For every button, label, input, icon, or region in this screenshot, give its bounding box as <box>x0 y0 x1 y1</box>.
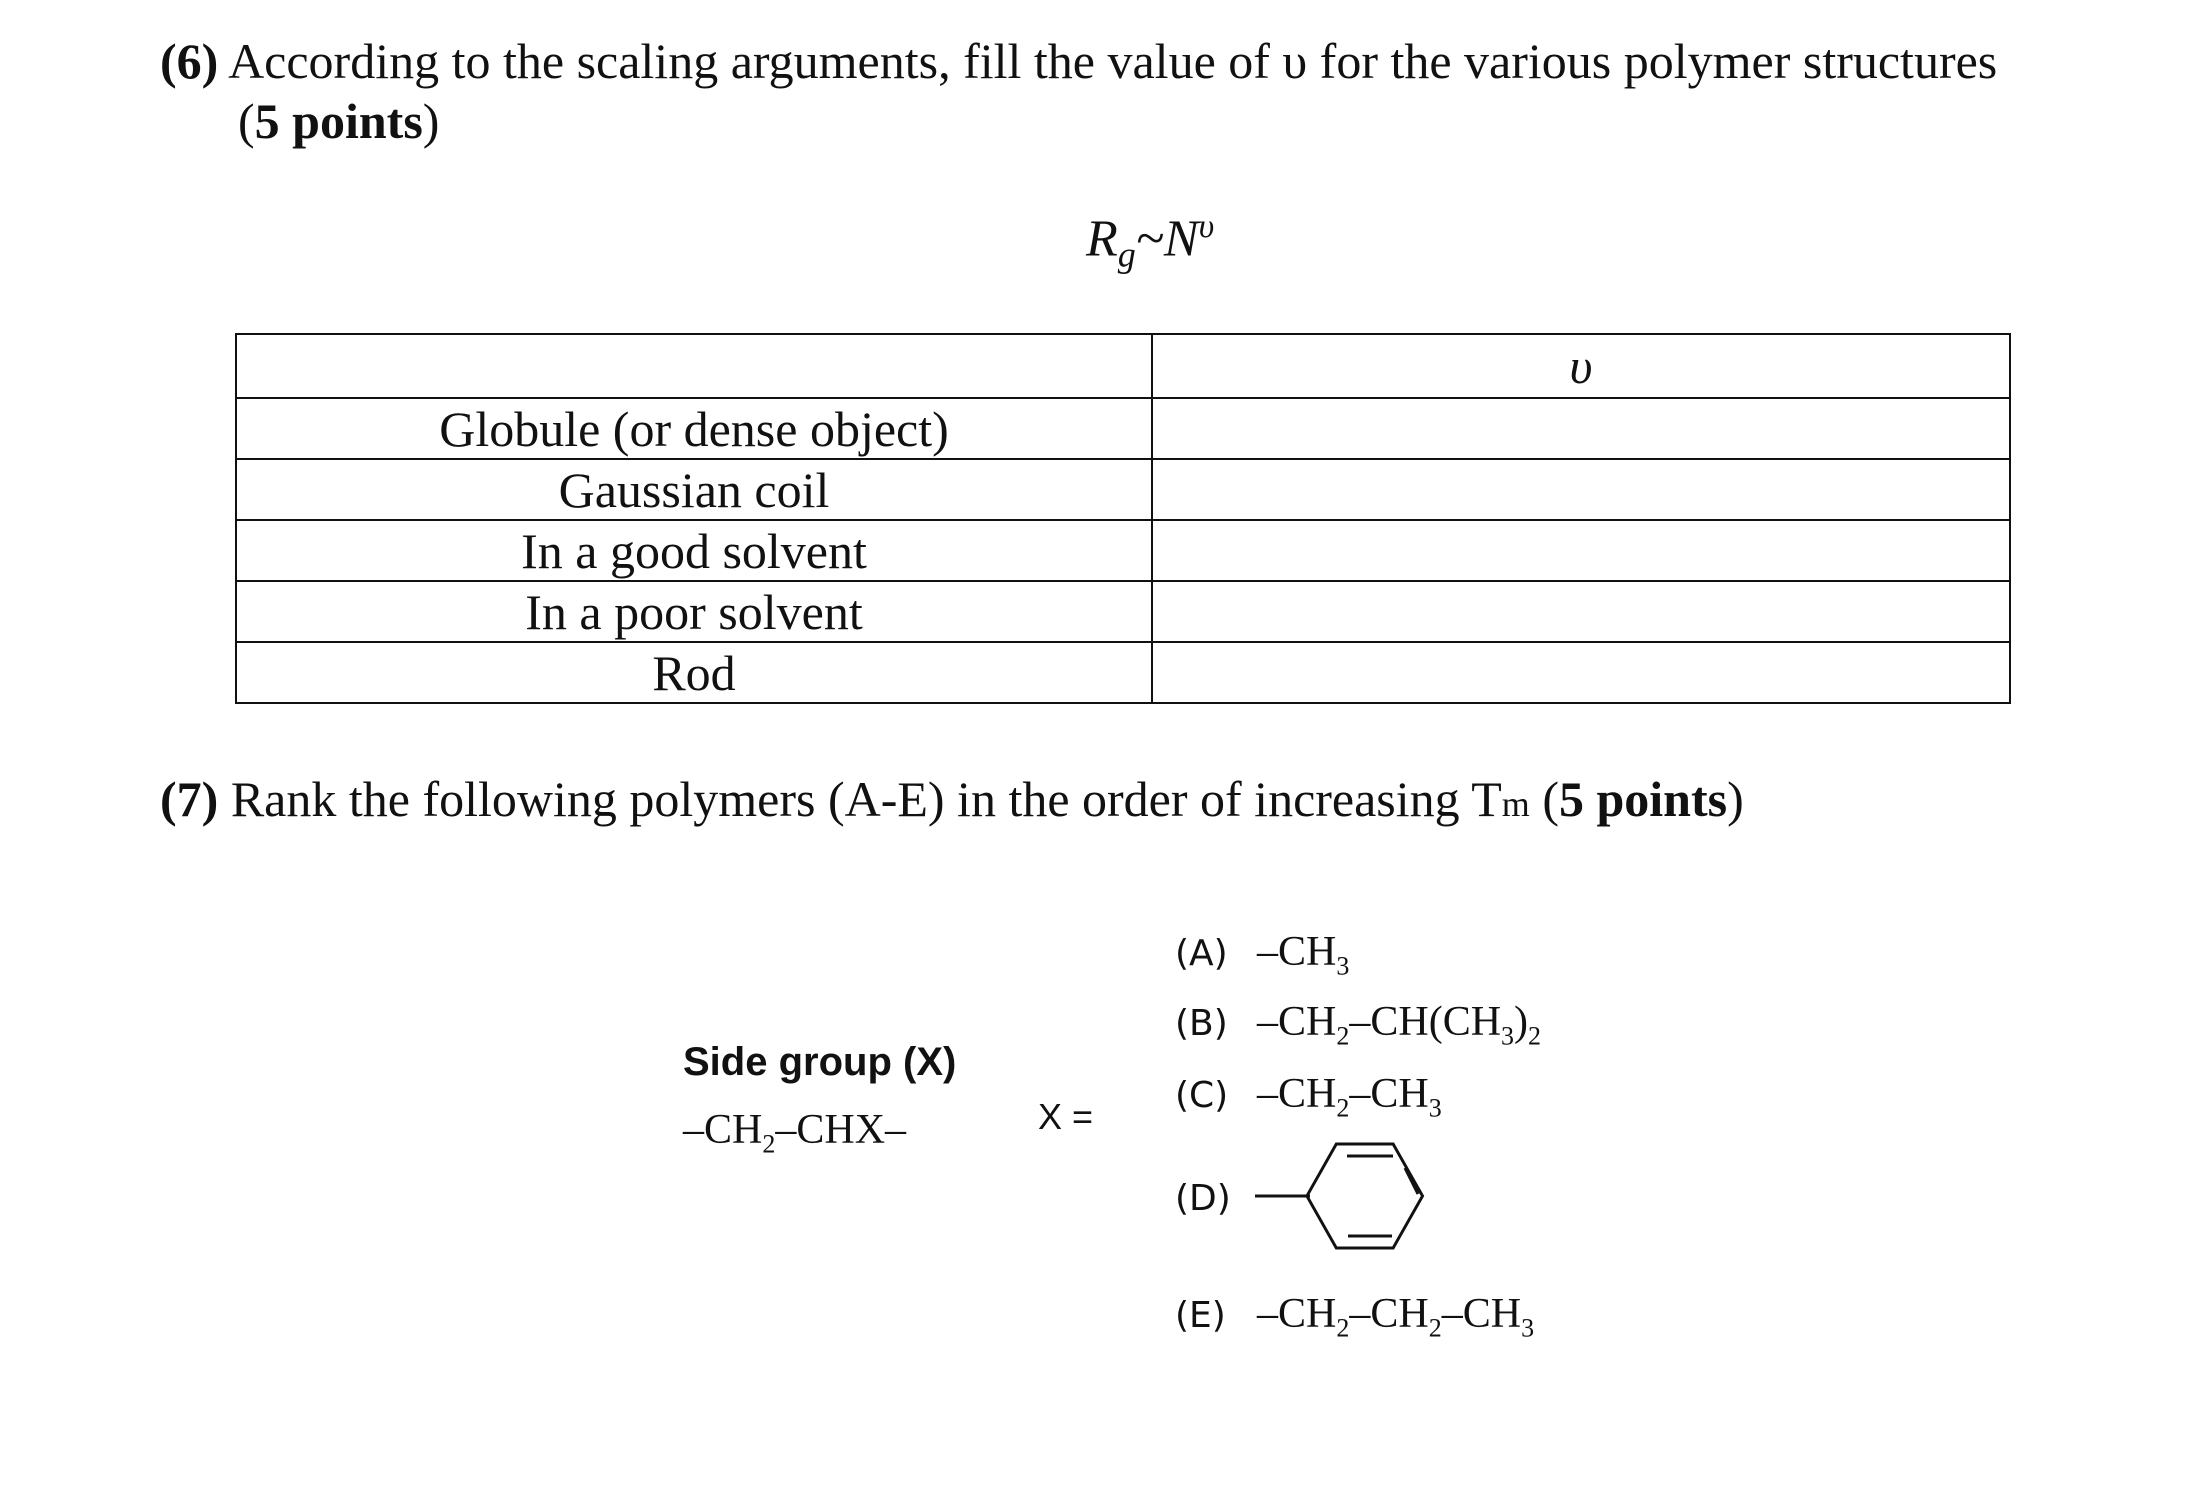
option-letter: (C) <box>1175 1075 1229 1116</box>
table-row <box>236 520 2010 581</box>
polymer-backbone-formula <box>683 1106 906 1159</box>
formula-part: –CH <box>1349 1071 1429 1117</box>
option-b <box>1175 998 1541 1051</box>
option-e <box>1175 1290 1534 1343</box>
formula-subscript: 2 <box>1428 1313 1442 1343</box>
table-header-row <box>236 334 2010 398</box>
question-7-points: (5 points) <box>1542 771 1744 827</box>
formula-part: –CH <box>1257 1071 1337 1117</box>
x-equals-label: X = <box>1038 1096 1094 1137</box>
question-6-prompt <box>160 32 1997 90</box>
option-d <box>1175 1178 1257 1219</box>
table-cell-structure: In a good solvent <box>236 520 1152 581</box>
option-letter: (A) <box>1175 933 1228 974</box>
formula-subscript: 2 <box>1336 1093 1350 1123</box>
formula-part: –CH <box>1349 1291 1429 1337</box>
formula-base: R <box>1086 210 1118 268</box>
table-cell-nu-answer[interactable] <box>1152 398 2010 459</box>
formula-subscript: 2 <box>1336 1313 1350 1343</box>
formula-subscript: 3 <box>1521 1313 1535 1343</box>
question-6-text: According to the scaling arguments, fill the value of υ for the various polymer structures <box>228 33 1998 89</box>
option-c <box>1175 1070 1442 1123</box>
backbone-part: –CHX– <box>775 1107 907 1153</box>
option-formula <box>1257 1071 1442 1123</box>
table-row <box>236 459 2010 520</box>
table-cell-structure: Rod <box>236 642 1152 703</box>
question-7-prompt <box>160 770 1744 828</box>
table-header-cell-nu: υ <box>1152 334 2010 398</box>
formula-subscript: 3 <box>1501 1021 1515 1051</box>
formula-exponent: υ <box>1198 208 1215 245</box>
table-row <box>236 398 2010 459</box>
formula-part: –CH <box>1257 999 1337 1045</box>
backbone-subscript: 2 <box>762 1129 776 1159</box>
formula-part: –CH <box>1257 929 1337 975</box>
question-6-points-value: 5 points <box>254 93 423 149</box>
table-cell-nu-answer[interactable] <box>1152 459 2010 520</box>
formula-subscript: 3 <box>1336 951 1350 981</box>
formula-part: –CH <box>1441 1291 1522 1337</box>
table-row <box>236 642 2010 703</box>
formula-part: –CH(CH <box>1349 999 1502 1045</box>
option-letter: (D) <box>1175 1178 1231 1219</box>
question-6-points: (5 points) <box>238 93 440 149</box>
option-formula <box>1257 1291 1535 1343</box>
table-cell-nu-answer[interactable] <box>1152 581 2010 642</box>
table-cell-nu-answer[interactable] <box>1152 642 2010 703</box>
formula-relation: ~N <box>1135 210 1199 268</box>
table-cell-structure: Gaussian coil <box>236 459 1152 520</box>
option-formula <box>1257 929 1350 981</box>
scaling-formula <box>1086 208 1214 276</box>
formula-part: –CH <box>1257 1291 1337 1337</box>
formula-subscript: 2 <box>1336 1021 1350 1051</box>
formula-subscript: 3 <box>1428 1093 1442 1123</box>
table-header-cell-structure <box>236 334 1152 398</box>
option-formula <box>1257 999 1542 1051</box>
option-letter: (E) <box>1175 1295 1226 1336</box>
formula-subscript: g <box>1117 234 1136 275</box>
option-a <box>1175 928 1349 981</box>
table-cell-structure: In a poor solvent <box>236 581 1152 642</box>
option-letter: (B) <box>1175 1003 1228 1044</box>
formula-part: ) <box>1514 999 1529 1045</box>
table-cell-nu-answer[interactable] <box>1152 520 2010 581</box>
question-7-number: (7) <box>160 771 219 827</box>
backbone-part: –CH <box>683 1107 763 1153</box>
table-cell-structure: Globule (or dense object) <box>236 398 1152 459</box>
scaling-exponent-table <box>235 333 2011 704</box>
question-7-text: Rank the following polymers (A-E) in the order of increasing T <box>230 771 1502 827</box>
formula-subscript: 2 <box>1528 1021 1542 1051</box>
benzene-ring-icon <box>1255 1136 1425 1256</box>
side-group-title: Side group (X) <box>683 1040 957 1084</box>
table-row <box>236 581 2010 642</box>
question-7-tm-subscript: m <box>1501 784 1530 824</box>
question-6-number: (6) <box>160 33 219 89</box>
